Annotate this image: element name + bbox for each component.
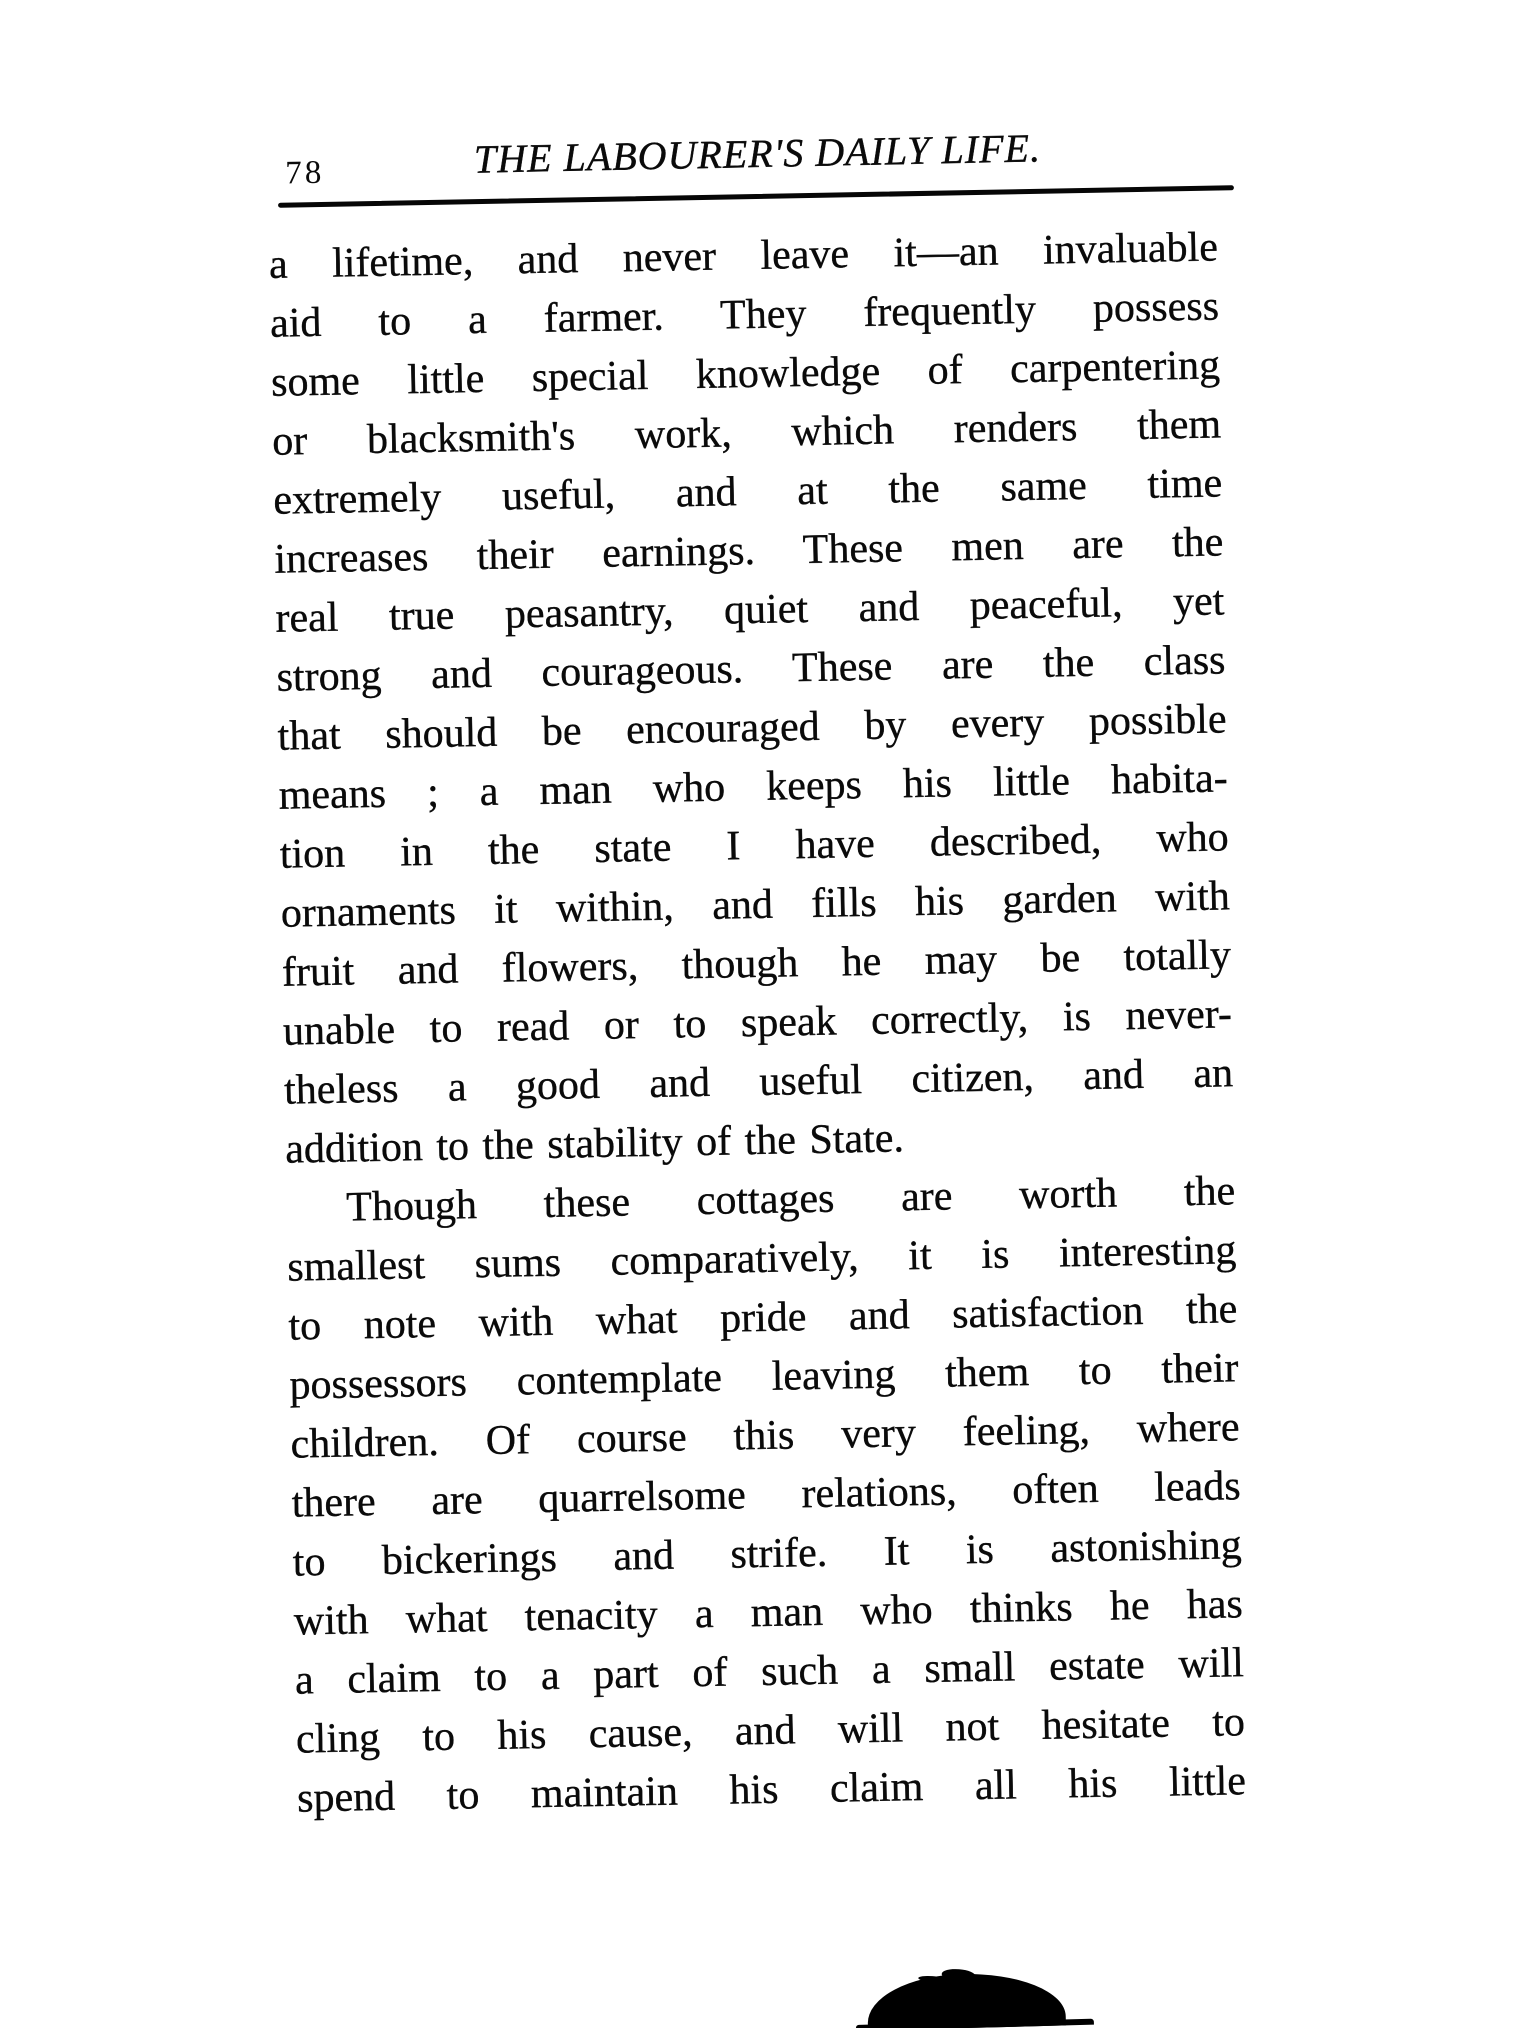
- text-line: increases their earnings. These men are the: [273, 519, 1224, 583]
- text-line: there are quarrelsome relations, often leads: [291, 1463, 1241, 1527]
- text-line: with what tenacity a man who thinks he has: [293, 1581, 1244, 1645]
- text-line: Though these cottages are worth the: [345, 1168, 1236, 1231]
- text-line: some little special knowledge of carpentering: [270, 342, 1221, 406]
- page-number: 78: [284, 154, 325, 192]
- text-line: real true peasantry, quiet and peaceful, yet: [275, 578, 1225, 642]
- text-line: children. Of course this very feeling, where: [290, 1404, 1240, 1468]
- text-line: smallest sums comparatively, it is interesting: [286, 1227, 1237, 1291]
- text-line: or blacksmith's work, which renders them: [271, 401, 1222, 465]
- text-line: tion in the state I have described, who: [279, 814, 1230, 878]
- page-lines: [268, 218, 1246, 1828]
- text-line: aid to a farmer. They frequently possess: [269, 283, 1220, 347]
- text-line: to note with what pride and satisfaction the: [288, 1286, 1238, 1350]
- text-line: that should be encouraged by every possible: [277, 696, 1227, 760]
- text-line: a claim to a part of such a small estate will: [294, 1640, 1245, 1704]
- text-line: unable to read or to speak correctly, is never-: [282, 991, 1233, 1055]
- running-head-title: THE LABOURER'S DAILY LIFE.: [473, 125, 1042, 182]
- text-line: strong and courageous. These are the class: [276, 637, 1226, 701]
- text-line: means ; a man who keeps his little habita-: [278, 755, 1229, 819]
- text-line: a lifetime, and never leave it—an invaluable: [268, 224, 1219, 288]
- text-line: ornaments it within, and fills his garden with: [280, 873, 1231, 937]
- text-line: extremely useful, and at the same time: [272, 460, 1223, 524]
- text-line: cling to his cause, and will not hesitate to: [295, 1699, 1246, 1763]
- text-line: fruit and flowers, though he may be totally: [281, 932, 1232, 996]
- text-line: to bickerings and strife. It is astonishing: [292, 1522, 1243, 1586]
- text-line: addition to the stability of the State.: [284, 1115, 905, 1173]
- running-head: [282, 110, 1232, 199]
- text-line: spend to maintain his claim all his little: [296, 1758, 1247, 1822]
- text-line: possessors contemplate leaving them to their: [289, 1345, 1239, 1409]
- ink-blot-artifact: [867, 1971, 1066, 2028]
- text-line: theless a good and useful citizen, and an: [283, 1050, 1234, 1114]
